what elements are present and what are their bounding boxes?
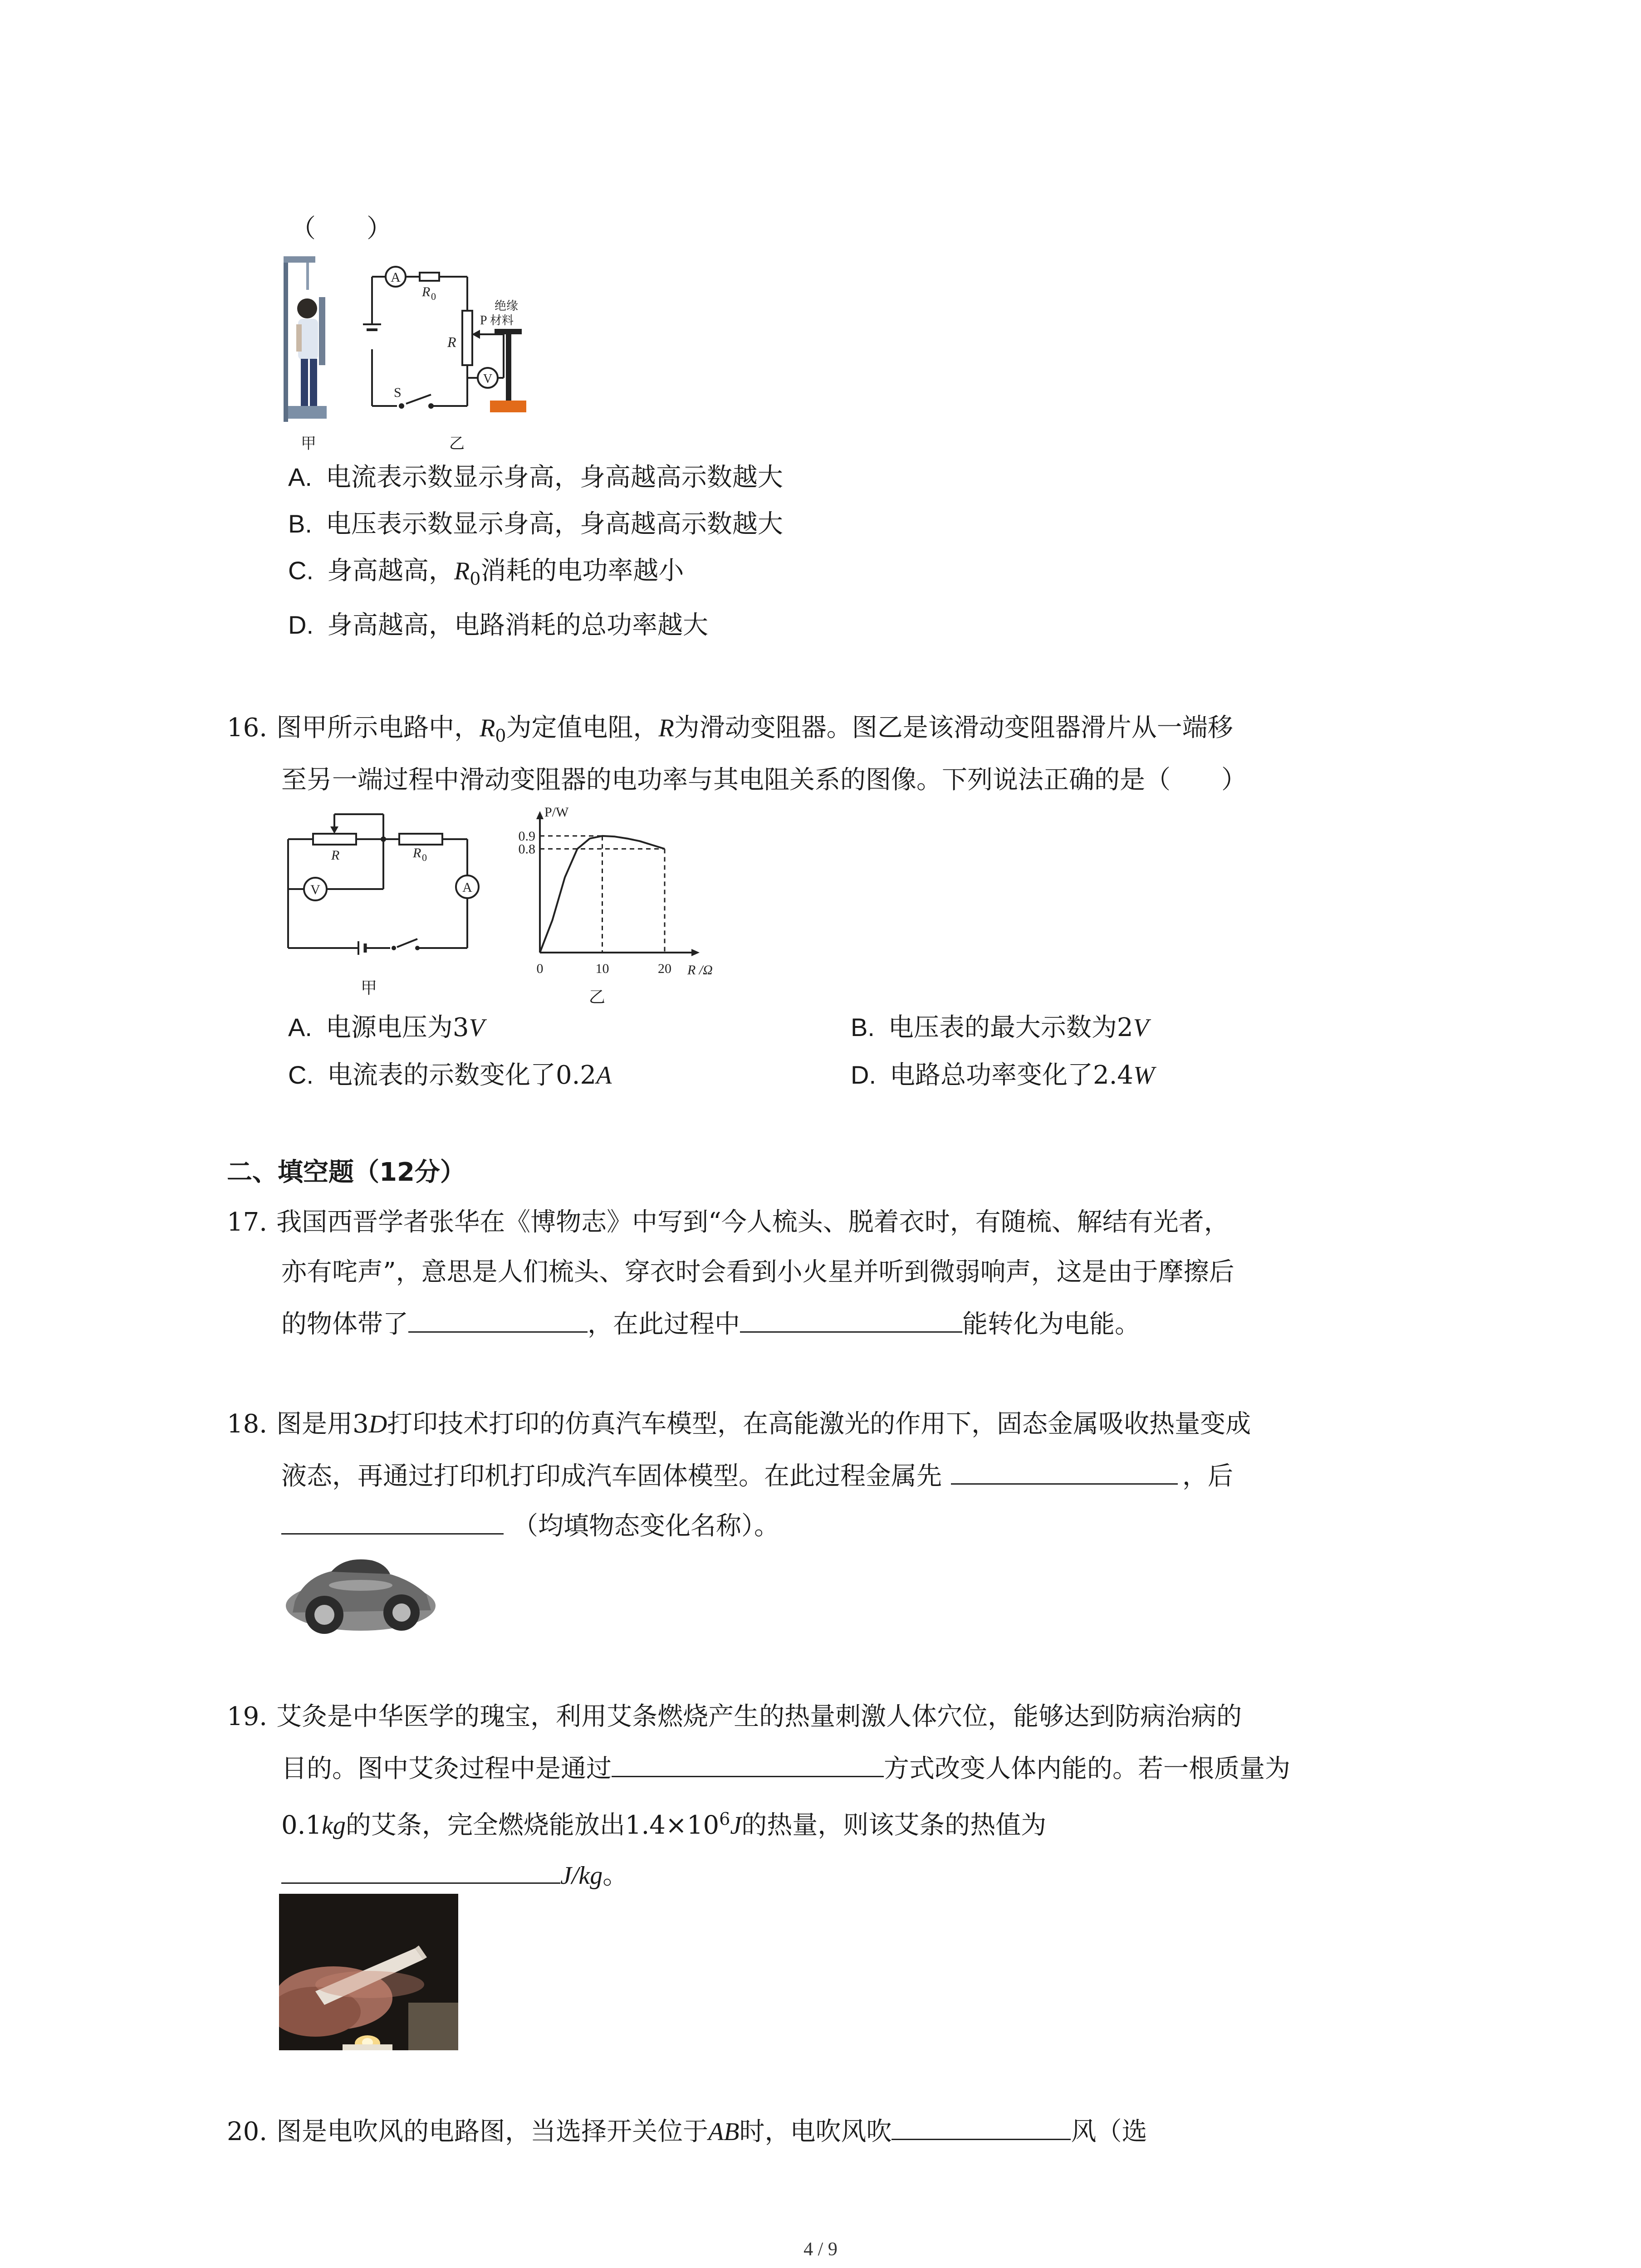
q19-line-3: 0.1kg的艾条，完全燃烧能放出$1.4\times 10^6J$的热量，则该艾条的热值为 bbox=[281, 1809, 1047, 1840]
q17-line-2: 亦有咤声”，意思是人们梳头、穿衣时会看到小火星并听到微弱响声，这是由于摩擦后 bbox=[281, 1257, 1234, 1287]
q16-option-b: B. 电压表的最大示数为2V bbox=[851, 1013, 1149, 1042]
3d-printed-car-image bbox=[281, 1551, 440, 1637]
q15-voltmeter-label: V bbox=[483, 372, 493, 386]
chart-x-tick-label-1: 10 bbox=[595, 961, 609, 976]
chart-y-axis-label: P/W bbox=[544, 805, 569, 820]
chart-x-axis-label: R /Ω bbox=[687, 963, 713, 978]
q18-line-1: 18. 图是用3D打印技术打印的仿真汽车模型，在高能激光的作用下，固态金属吸收热量变成 bbox=[227, 1409, 1251, 1439]
q15-fig-jia-label: 甲 bbox=[301, 435, 316, 452]
q16-voltmeter-label: V bbox=[310, 882, 320, 897]
q15-option-b: B. 电压表示数显示身高，身高越高示数越大 bbox=[288, 509, 783, 539]
q15-insulation-label-2: 材料 bbox=[490, 314, 514, 327]
q15-ammeter-label: A bbox=[391, 270, 401, 285]
q15-r-label: R bbox=[447, 334, 456, 350]
q19-blank-1[interactable] bbox=[612, 1749, 884, 1777]
power-resistance-chart bbox=[513, 803, 740, 993]
q15-option-a: A. 电流表示数显示身高，身高越高示数越大 bbox=[288, 463, 783, 492]
q16-r0-sub: 0 bbox=[422, 852, 427, 863]
q15-answer-bracket: （ ） bbox=[290, 214, 392, 244]
q15-option-c: C. 身高越高，$R_0$消耗的电功率越小 bbox=[288, 556, 684, 589]
q16-option-a: A. 电源电压为3V bbox=[288, 1013, 485, 1042]
q17-blank-1[interactable] bbox=[408, 1304, 588, 1333]
chart-x-tick-label-2: 20 bbox=[658, 961, 671, 976]
q16-fig-jia-label: 甲 bbox=[361, 978, 377, 997]
q16-r-label: R bbox=[331, 848, 340, 863]
q16-line-1: 16. 图甲所示电路中，$R_0$为定值电阻，R为滑动变阻器。图乙是该滑动变阻器滑片从一端移 bbox=[227, 713, 1233, 746]
q19-line-1: 19. 艾灸是中华医学的瑰宝，利用艾条燃烧产生的热量刺激人体穴位，能够达到防病治病的 bbox=[227, 1702, 1242, 1731]
chart-x-tick-label-0: 0 bbox=[536, 961, 544, 976]
q17-line-1: 17. 我国西晋学者张华在《博物志》中写到“今人梳头、脱着衣时，有随梳、解结有光者， bbox=[227, 1207, 1230, 1237]
q16-ammeter-label: A bbox=[462, 880, 472, 895]
q15-r0-sub: 0 bbox=[431, 291, 436, 302]
q15-insulation-label-1: 绝缘 bbox=[495, 299, 519, 313]
q19-line-2: 目的。图中艾灸过程中是通过 方式改变人体内能的。若一根质量为 bbox=[281, 1749, 1290, 1787]
q15-circuit-diagram bbox=[358, 256, 540, 424]
q19-line-4: J/kg。 bbox=[281, 1855, 628, 1894]
q16-fig-yi-label: 乙 bbox=[589, 987, 606, 1006]
q15-fig-yi-label: 乙 bbox=[449, 435, 465, 452]
q16-option-c: C. 电流表的示数变化了0.2A bbox=[288, 1061, 612, 1090]
q15-r0-label: R bbox=[422, 284, 431, 299]
page-number: 4 / 9 bbox=[803, 2239, 838, 2260]
q18-blank-2[interactable] bbox=[281, 1506, 504, 1535]
q18-line-2: 液态，再通过打印机打印成汽车固体模型。在此过程金属先 ，后 bbox=[281, 1456, 1233, 1495]
q15-p-label: P bbox=[480, 313, 487, 327]
q19-blank-2[interactable] bbox=[281, 1855, 560, 1884]
q18-blank-1[interactable] bbox=[951, 1456, 1178, 1485]
chart-y-tick-label-0: 0.8 bbox=[518, 841, 535, 857]
q15-switch-label: S bbox=[394, 385, 402, 400]
q20-line-1: 20. 图是电吹风的电路图，当选择开关位于AB时，电吹风吹 风（选 bbox=[227, 2112, 1147, 2150]
q20-blank-1[interactable] bbox=[892, 2112, 1071, 2140]
section-2-title: 二、填空题（12分） bbox=[227, 1158, 465, 1187]
q17-blank-2[interactable] bbox=[740, 1304, 962, 1333]
moxibustion-photo bbox=[279, 1894, 458, 2050]
q16-line-2: 至另一端过程中滑动变阻器的电功率与其电阻关系的图像。下列说法正确的是（ ） bbox=[281, 765, 1247, 795]
q18-line-3: （均填物态变化名称）。 bbox=[281, 1506, 779, 1545]
q17-line-3: 的物体带了 ，在此过程中 能转化为电能。 bbox=[281, 1304, 1140, 1343]
q16-circuit-diagram bbox=[281, 812, 481, 962]
q16-option-d: D. 电路总功率变化了2.4W bbox=[851, 1061, 1155, 1090]
q16-r0-label: R bbox=[413, 846, 421, 860]
height-scale-photo bbox=[279, 256, 329, 424]
q15-option-d: D. 身高越高，电路消耗的总功率越大 bbox=[288, 611, 708, 640]
chart-y-tick-label-1: 0.9 bbox=[518, 828, 535, 844]
